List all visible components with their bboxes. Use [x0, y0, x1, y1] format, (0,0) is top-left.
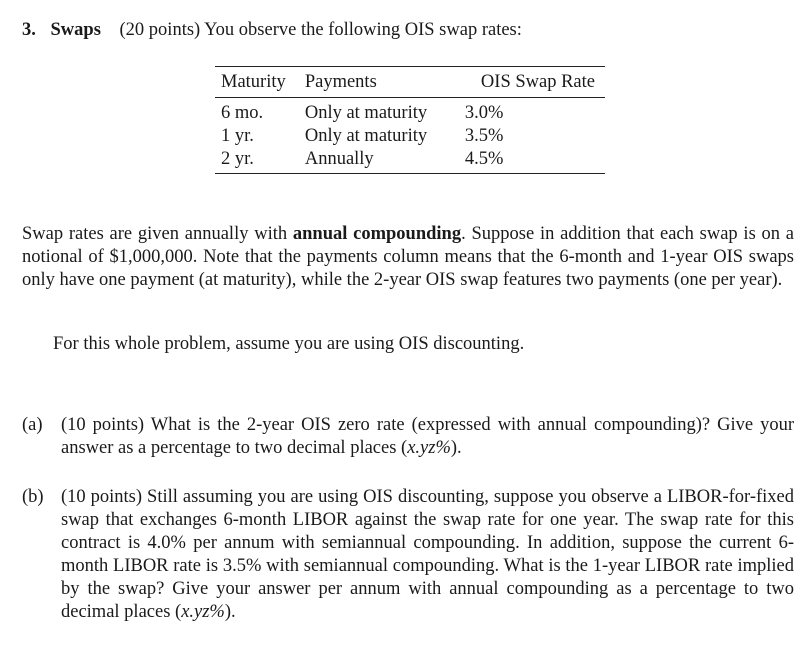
cell-maturity: 6 mo. [221, 103, 264, 123]
paragraph-swap-details [22, 223, 794, 292]
cell-maturity: 2 yr. [215, 148, 299, 174]
cell-payments: Only at maturity [304, 103, 428, 123]
problem-number: 3. [22, 20, 36, 40]
problem-points: (20 points) [119, 20, 201, 40]
problem-title: Swaps [50, 20, 101, 40]
paragraph1-text-b: . Suppose in addition that each swap is on a notional of $1,000,000. Note that the payments column means that the 6-month and 1-year OIS swaps only have one payment (at maturity), while the 2-year OIS swap features two payments (one per year). [22, 224, 794, 290]
problem-heading [22, 20, 522, 41]
problem-intro: You observe the following OIS swap rates: [204, 20, 522, 40]
cell-payments: Only at maturity [304, 126, 428, 146]
header-ois-rate: OIS Swap Rate [451, 67, 605, 98]
table-row [215, 125, 605, 148]
cell-rate: 3.0% [464, 103, 504, 123]
header-payments: Payments [299, 67, 451, 98]
table-row [215, 98, 605, 126]
part-a-end: ). [450, 438, 462, 458]
cell-payments: Annually [299, 148, 451, 174]
part-b-end: ). [224, 602, 236, 622]
question-part-a [22, 414, 794, 460]
part-b-text: (10 points) Still assuming you are using OIS discounting, suppose you observe a LIBOR-for-fixed swap that exchanges 6-month LIBOR against the swap rate for one year. The swap rate for this contract is 4.0% per annum with semiannual compounding. In addition, suppose the current 6-month LIBOR rate is 3.5% with semiannual compounding. What is the 1-year LIBOR rate implied by the swap? Give your answer per annum with annual compounding as a percentage to two decimal places ( [61, 487, 794, 622]
cell-rate: 3.5% [464, 126, 504, 146]
paragraph-ois-discounting: For this whole problem, assume you are using OIS discounting. [53, 334, 525, 354]
header-maturity: Maturity [215, 67, 299, 98]
question-part-b [22, 486, 794, 624]
part-b-math: x.yz% [181, 602, 225, 622]
part-a-math: x.yz% [407, 438, 451, 458]
ois-rates-table [215, 66, 605, 174]
part-a-text: (10 points) What is the 2-year OIS zero rate (expressed with annual compounding)? Give your answer as a percentage to two decimal places ( [61, 415, 794, 458]
cell-maturity: 1 yr. [221, 126, 254, 146]
part-b-label: (b) [22, 487, 44, 507]
part-a-label: (a) [22, 415, 43, 435]
cell-rate: 4.5% [451, 148, 605, 174]
paragraph1-text-a: Swap rates are given annually with [22, 224, 293, 244]
table-row [215, 148, 605, 174]
paragraph1-bold: annual compounding [292, 224, 462, 244]
table-header-row [215, 67, 605, 98]
